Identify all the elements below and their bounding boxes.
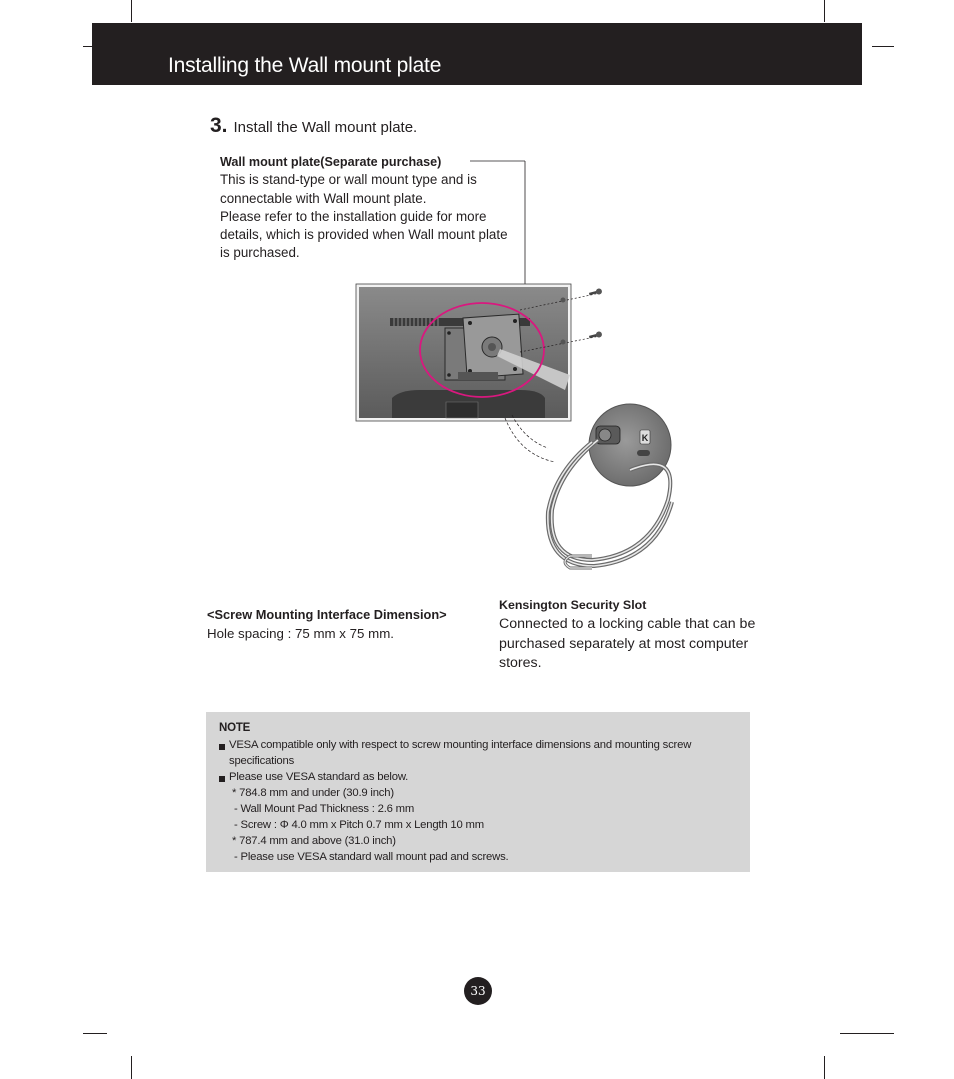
kensington-text: Connected to a locking cable that can be purchased separately at most computer stores. <box>499 616 756 671</box>
step-text: Install the Wall mount plate. <box>233 119 418 136</box>
callout-line2: Please refer to the installation guide for more details, which is provided when Wall mount plate is purchased. <box>220 208 508 261</box>
callout-title: Wall mount plate(Separate purchase) <box>220 155 442 169</box>
note-line: - Screw : Φ 4.0 mm x Pitch 0.7 mm x Length 10 mm <box>234 819 484 831</box>
note-title: NOTE <box>219 722 251 734</box>
page-title: Installing the Wall mount plate <box>168 54 442 77</box>
page-number: 33 <box>464 977 492 1005</box>
callout-line1: This is stand-type or wall mount type and is connectable with Wall mount plate. <box>220 172 477 206</box>
step-number: 3. <box>210 114 228 137</box>
note-line: * 784.8 mm and under (30.9 inch) <box>232 787 394 799</box>
kensington-section <box>499 597 761 674</box>
note-line: * 787.4 mm and above (31.0 inch) <box>232 835 396 847</box>
screw-interface-title: <Screw Mounting Interface Dimension> <box>207 607 447 622</box>
note-bullet <box>219 769 744 785</box>
bullet-square-icon <box>219 744 225 750</box>
note-line: - Please use VESA standard wall mount pad and screws. <box>234 851 509 863</box>
kensington-title: Kensington Security Slot <box>499 598 647 612</box>
bullet-square-icon <box>219 776 225 782</box>
kensington-k-icon: K <box>641 433 649 443</box>
note-bullet <box>219 737 744 769</box>
note-line: - Wall Mount Pad Thickness : 2.6 mm <box>234 803 415 815</box>
note-bullet-text: VESA compatible only with respect to screw mounting interface dimensions and mounting screw specifications <box>229 739 692 767</box>
note-box <box>206 712 750 872</box>
note-bullet-text: Please use VESA standard as below. <box>229 771 409 783</box>
kensington-lock-illustration <box>505 404 672 568</box>
screw-interface-text: Hole spacing : 75 mm x 75 mm. <box>207 626 394 641</box>
screw-interface-section <box>207 606 497 644</box>
